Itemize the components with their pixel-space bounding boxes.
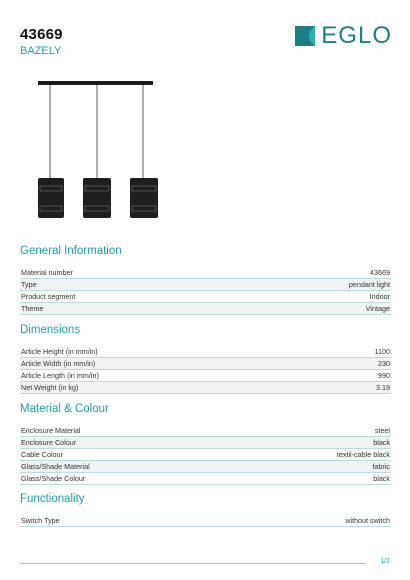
row-label: Type [21,280,37,289]
section-title: Functionality [20,493,85,505]
table-row [20,267,391,279]
article-number: 43669 [20,26,63,43]
row-label: Article Height (in mm/in) [21,347,98,356]
row-label: Enclosure Colour [21,438,77,447]
eglo-logo-icon [295,26,315,46]
row-label: Switch Type [21,516,60,525]
row-value: Indoor [369,292,390,301]
row-value: pendant light [348,280,390,289]
table-row [20,425,391,437]
section-material-colour [20,403,391,485]
row-value: fabric [372,462,390,471]
table-row [20,291,391,303]
row-label: Cable Colour [21,450,63,459]
table-row [20,515,391,527]
row-value: without switch [345,516,390,525]
table-row [20,370,391,382]
row-label: Net Weight (in kg) [21,383,79,392]
table-row [20,346,391,358]
row-value: 230 [378,359,390,368]
row-label: Article Length (in mm/in) [21,371,99,380]
brand-name: EGLO [321,22,392,49]
table-row [20,358,391,370]
row-label: Enclosure Material [21,426,81,435]
table-row [20,449,391,461]
row-label: Glass/Shade Material [21,462,90,471]
product-name: BAZELY [20,45,62,57]
table-row [20,473,391,485]
row-value: 1100 [374,347,390,356]
row-label: Material number [21,268,73,277]
section-title: Material & Colour [20,403,109,415]
row-value: textil-cable black [336,450,390,459]
row-label: Product segment [21,292,76,301]
section-functionality [20,493,391,527]
page-number: 1/2 [380,558,390,565]
row-value: 3.19 [376,383,390,392]
section-title: General Information [20,245,122,257]
row-label: Glass/Shade Colour [21,474,86,483]
product-image [30,78,160,228]
row-value: black [373,438,390,447]
row-label: Article Width (in mm/in) [21,359,96,368]
table-row [20,303,391,315]
row-value: 990 [378,371,390,380]
row-value: steel [374,426,390,435]
section-title: Dimensions [20,324,81,336]
section-dimensions [20,324,391,394]
brand-logo [295,24,392,48]
product-header [20,26,63,57]
row-label: Theme [21,304,44,313]
row-value: black [373,474,390,483]
row-value: 43669 [370,268,390,277]
section-general-information [20,245,391,315]
table-row [20,279,391,291]
table-row [20,382,391,394]
row-value: Vintage [365,304,390,313]
table-row [20,461,391,473]
footer-divider [20,563,365,564]
table-row [20,437,391,449]
